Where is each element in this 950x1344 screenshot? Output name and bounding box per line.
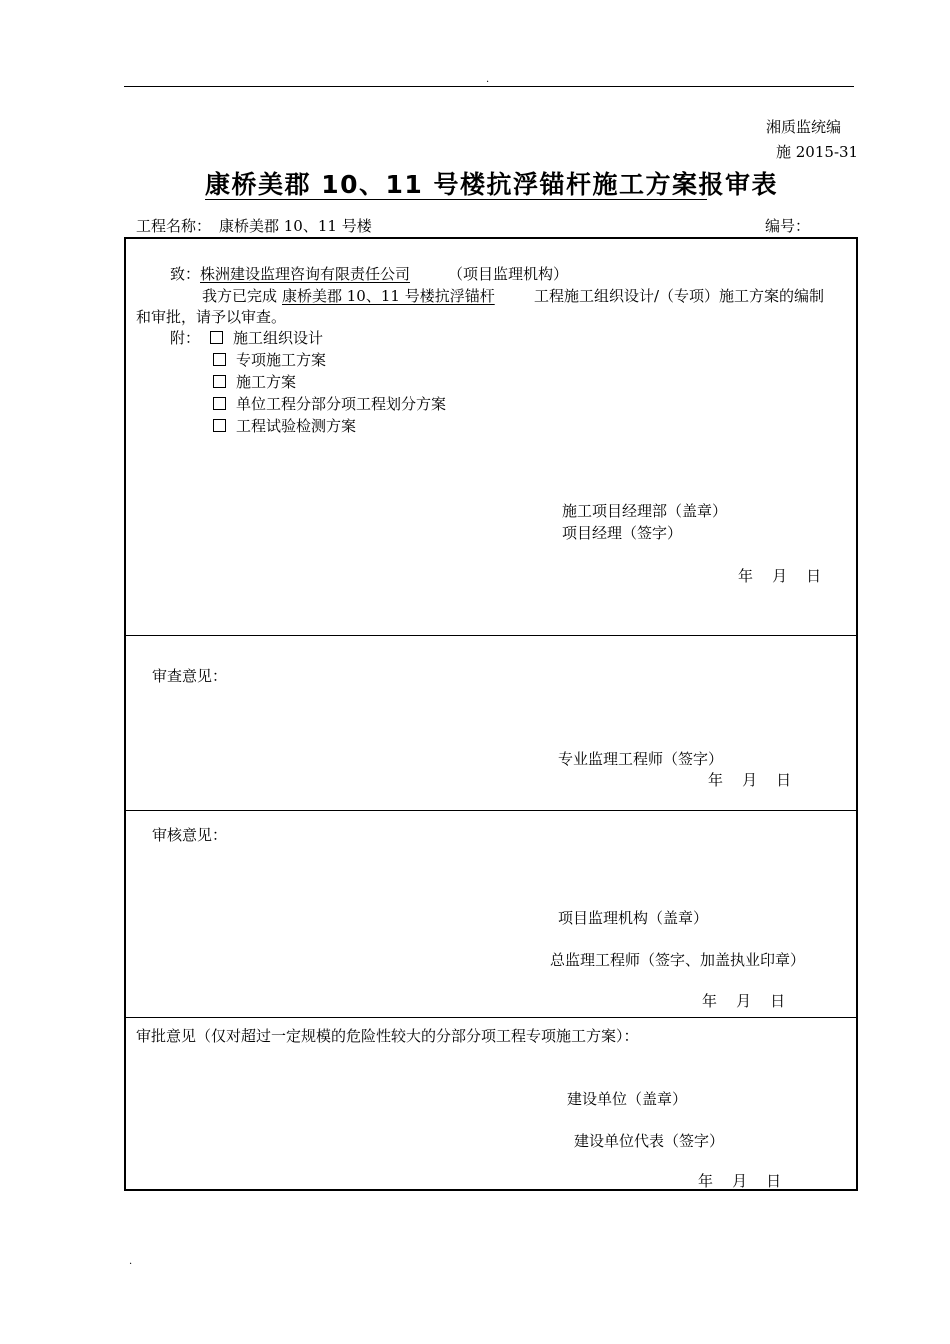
page-title: 康桥美郡 10、11 号楼抗浮锚杆施工方案报审表 (205, 170, 778, 199)
review-opinion-label: 审查意见： (152, 667, 228, 685)
row-divider (126, 810, 856, 811)
supervision-org-seal: 项目监理机构（盖章） (558, 909, 709, 927)
approval-table (124, 237, 858, 1191)
date-field: 年 月 日 (708, 771, 792, 789)
owner-representative-sign: 建设单位代表（签字） (574, 1132, 725, 1150)
completed-suffix: 工程施工组织设计/（专项）施工方案的编制 (534, 287, 825, 305)
attach-label: 附： (170, 329, 201, 347)
checkbox-icon (213, 419, 226, 432)
category-line2: 施 2015-31 (776, 143, 859, 161)
attachment-item: 单位工程分部分项工程划分方案 (213, 393, 446, 414)
to-org: 株洲建设监理咨询有限责任公司 (200, 265, 411, 283)
request-review-text: 和审批，请予以审查。 (136, 308, 287, 326)
checkbox-icon (213, 353, 226, 366)
chief-engineer-sign: 总监理工程师（签字、加盖执业印章） (550, 951, 806, 969)
construction-dept-seal: 施工项目经理部（盖章） (562, 502, 728, 520)
attachment-item: 施工组织设计 (210, 327, 323, 348)
checkbox-icon (213, 375, 226, 388)
title-underline (205, 199, 707, 200)
attachment-item: 工程试验检测方案 (213, 415, 356, 436)
project-label: 工程名称： (136, 217, 212, 235)
row-divider (126, 1017, 856, 1018)
row-divider (126, 635, 856, 636)
top-dot: . (486, 74, 490, 85)
attachment-item: 施工方案 (213, 371, 296, 392)
approval-opinion-label: 审批意见（仅对超过一定规模的危险性较大的分部分项工程专项施工方案）： (136, 1027, 639, 1045)
number-label: 编号： (765, 217, 811, 235)
completed-project: 康桥美郡 10、11 号楼抗浮锚杆 (282, 287, 495, 305)
category-line1: 湘质监统编 (766, 118, 842, 136)
completed-prefix: 我方已完成 (202, 287, 278, 305)
supervising-engineer-sign: 专业监理工程师（签字） (558, 750, 724, 768)
date-field: 年 月 日 (702, 992, 786, 1010)
checkbox-icon (213, 397, 226, 410)
bottom-dot: . (129, 1256, 133, 1267)
date-field: 年 月 日 (698, 1172, 782, 1190)
project-name: 康桥美郡 10、11 号楼 (219, 217, 372, 235)
project-manager-sign: 项目经理（签字） (562, 524, 683, 542)
to-label: 致： (170, 265, 201, 283)
owner-unit-seal: 建设单位（盖章） (567, 1090, 688, 1108)
header-rule (124, 86, 854, 87)
audit-opinion-label: 审核意见： (152, 826, 228, 844)
to-suffix: （项目监理机构） (448, 265, 569, 283)
checkbox-icon (210, 331, 223, 344)
date-field: 年 月 日 (738, 567, 822, 585)
attachment-item: 专项施工方案 (213, 349, 326, 370)
